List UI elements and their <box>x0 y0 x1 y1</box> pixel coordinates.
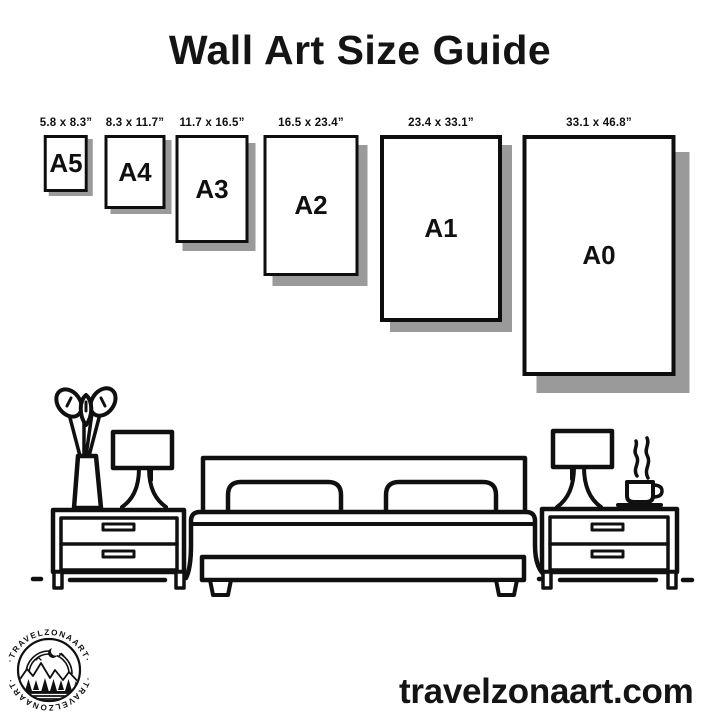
steam <box>635 438 649 478</box>
size-code-a2: A2 <box>294 190 328 220</box>
size-frame-a0 <box>523 135 676 376</box>
size-frame-a5 <box>44 135 88 192</box>
coffee-cup-icon <box>618 438 662 505</box>
logo-arc-text-bottom: ·TRAVELZONAART· <box>5 676 93 713</box>
size-code-a1: A1 <box>424 213 458 243</box>
size-card-a0 <box>523 117 676 376</box>
size-card-a2 <box>264 117 359 276</box>
plant-vase-icon <box>51 383 121 508</box>
size-frame-a1 <box>380 135 502 322</box>
bed-foot-left <box>210 580 231 595</box>
size-dimensions-a0: 33.1 x 46.8” <box>566 117 632 129</box>
nightstand-left-leg-right <box>176 572 184 588</box>
logo-badge <box>3 622 95 718</box>
bed-icon <box>186 458 548 595</box>
size-frame-a2 <box>264 135 359 276</box>
logo-arc-text-top: ·TRAVELZONAART· <box>5 627 93 664</box>
page-title: Wall Art Size Guide <box>168 27 552 73</box>
lamp-base-right <box>557 467 601 507</box>
table-lamp-right-icon <box>553 431 612 507</box>
vase <box>74 456 101 508</box>
size-dimensions-a3: 11.7 x 16.5” <box>179 117 245 129</box>
nightstand-left-leg-left <box>54 572 62 588</box>
lamp-base-left <box>122 468 166 507</box>
cup-body <box>627 482 653 502</box>
pillow-left <box>228 482 341 514</box>
nightstand-left-handle-bottom <box>103 551 134 557</box>
size-card-a4 <box>105 117 166 209</box>
size-card-a3 <box>176 117 249 243</box>
nightstand-left-icon <box>53 510 184 588</box>
nightstand-right-handle-bottom <box>592 551 623 557</box>
nightstand-left-handle-top <box>103 524 134 530</box>
size-frame-a4 <box>105 135 166 209</box>
website-url: travelzonaart.com <box>399 672 694 711</box>
nightstand-right-handle-top <box>592 524 623 530</box>
size-code-a3: A3 <box>195 173 229 204</box>
lamp-shade-left <box>113 432 172 468</box>
size-dimensions-a2: 16.5 x 23.4” <box>278 117 344 129</box>
bedroom-illustration <box>20 380 700 600</box>
lamp-shade-right <box>553 431 612 467</box>
size-frame-a3 <box>176 135 249 243</box>
size-dimensions-a5: 5.8 x 8.3” <box>39 117 93 129</box>
bed-foot-right <box>496 580 517 595</box>
size-card-a1 <box>380 117 502 322</box>
table-lamp-left-icon <box>113 432 172 507</box>
size-dimensions-a1: 23.4 x 33.1” <box>408 117 474 129</box>
bed-base <box>202 557 524 580</box>
size-code-a4: A4 <box>118 156 152 187</box>
size-card-a5 <box>40 117 93 192</box>
size-dimensions-a4: 8.3 x 11.7” <box>105 117 165 129</box>
nightstand-right-leg-right <box>668 572 676 588</box>
pillow-right <box>386 482 496 514</box>
size-code-a0: A0 <box>582 240 616 270</box>
nightstand-right-leg-left <box>543 572 551 588</box>
size-code-a5: A5 <box>49 148 83 178</box>
nightstand-right-icon <box>542 509 677 588</box>
